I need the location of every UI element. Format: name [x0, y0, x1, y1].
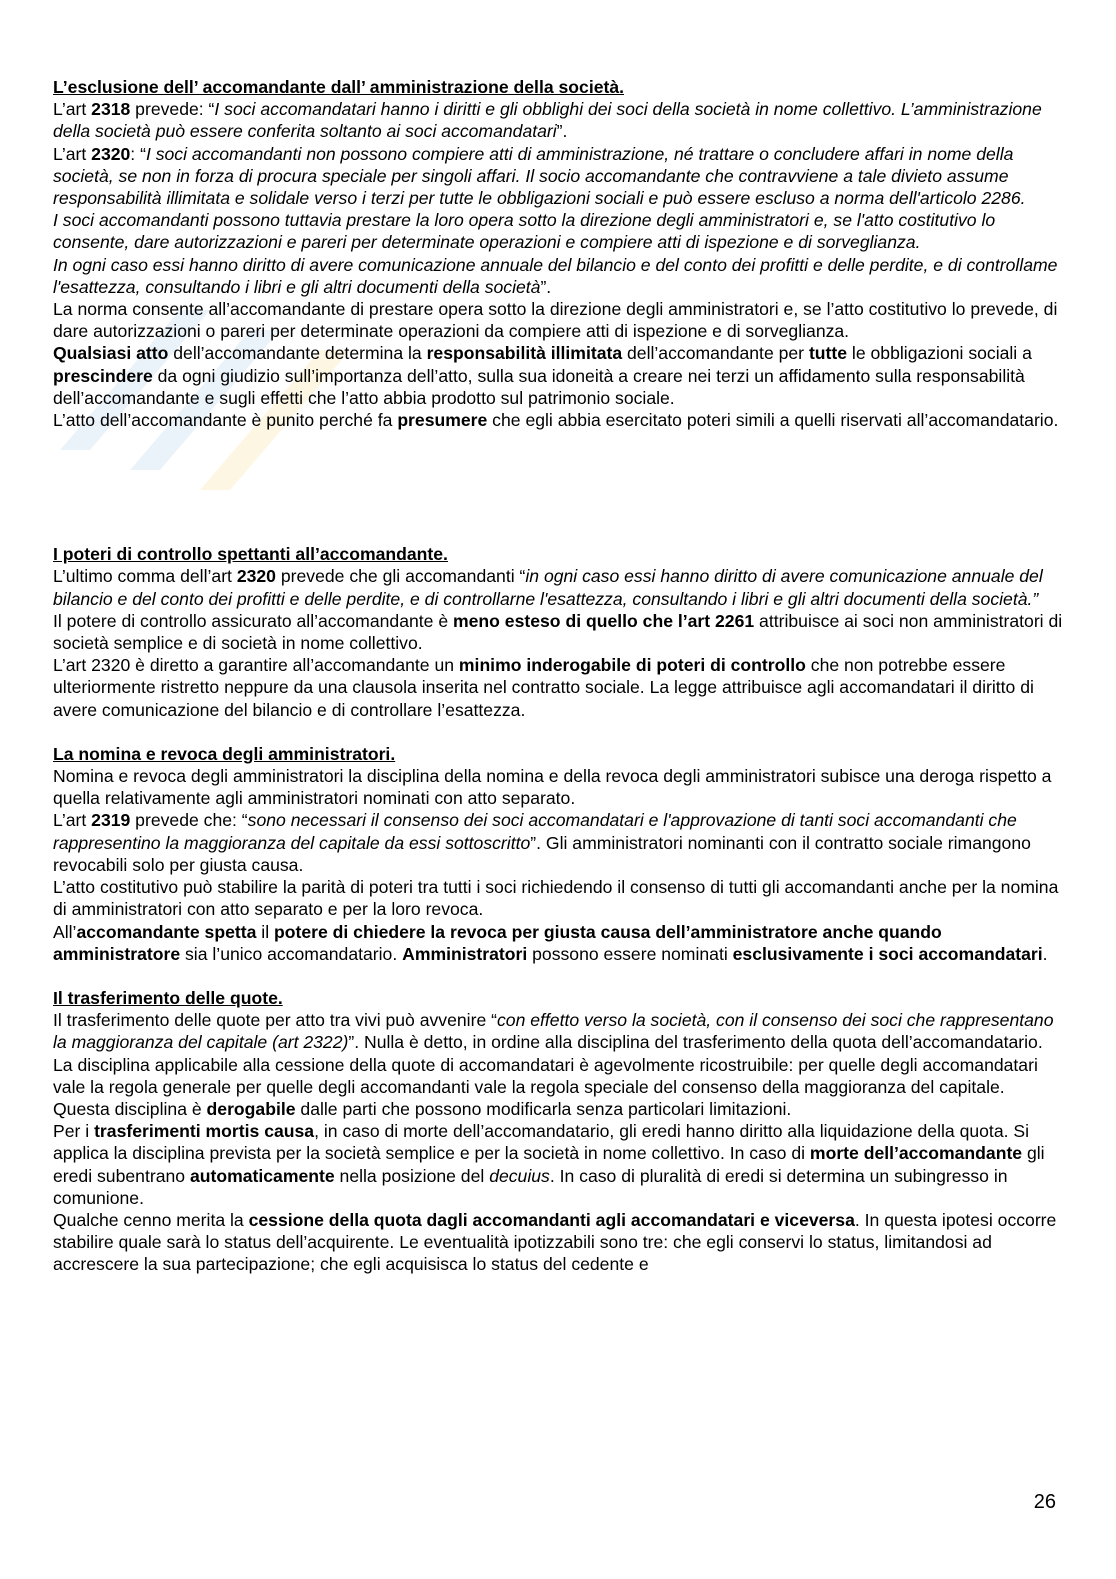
paragraph: Per i trasferimenti mortis causa, in caso di morte dell’accomandatario, gli eredi hanno diritto alla liquidazione della quota. Si applica la disciplina prevista per la società semplice e per la società in nome collettivo. In caso di morte dell’accomandante gli eredi subentrano automaticamente nella posizione del decuius. In caso di pluralità di eredi si determina un subingresso in comunione.: [53, 1121, 1045, 1208]
paragraph: Nomina e revoca degli amministratori la disciplina della nomina e della revoca degli amministratori subisce una deroga rispetto a quella relativamente agli amministratori nominati con atto separato.: [53, 766, 1052, 809]
paragraph: L’art 2320: “I soci accomandanti non possono compiere atti di amministrazione, né trattare o concludere affari in nome della società, se non in forza di procura speciale per singoli affari. Il socio accomandante che contravviene a tale divieto assume responsabilità illimitata e solidale verso i terzi per tutte le obbligazioni sociali e può essere escluso a norma dell'articolo 2286.: [53, 143, 1026, 209]
document-page: [53, 76, 1065, 1276]
paragraph: In ogni caso essi hanno diritto di avere comunicazione annuale del bilancio e del conto dei profitti e delle perdite, e di controllame l'esattezza, consultando i libri e gli altri documenti della società”.: [53, 254, 1058, 297]
paragraph: Qualsiasi atto dell’accomandante determina la responsabilità illimitata dell’accomandante per tutte le obbligazioni sociali a prescindere da ogni giudizio sull’importanza dell’atto, sulla sua idoneità a creare nei terzi un affidamento sulla responsabilità dell’accomandante e sugli effetti che l’atto abbia prodotto sul patrimonio sociale.: [53, 343, 1032, 408]
section-heading: Il trasferimento delle quote.: [53, 987, 283, 1008]
spacer: [53, 965, 1065, 987]
section-poteri-controllo: [53, 543, 1065, 721]
section-heading: I poteri di controllo spettanti all’accomandante.: [53, 544, 448, 565]
spacer: [53, 721, 1065, 743]
paragraph: L’art 2319 prevede che: “sono necessari il consenso dei soci accomandatari e l'approvazione di tanti soci accomandanti che rappresentino la maggioranza del capitale da essi sottoscritto”. Gli amministratori nominanti con il contratto sociale rimangono revocabili solo per giusta causa.: [53, 810, 1031, 875]
paragraph: All’accomandante spetta il potere di chiedere la revoca per giusta causa dell’amministratore anche quando amministratore sia l’unico accomandatario. Amministratori possono essere nominati esclusivamente i soci accomandatari.: [53, 921, 1048, 964]
paragraph: L’atto costitutivo può stabilire la parità di poteri tra tutti i soci richiedendo il consenso di tutti gli accomandanti anche per la nomina di amministratori con atto separato e per la loro revoca.: [53, 877, 1059, 920]
paragraph: I soci accomandanti possono tuttavia prestare la loro opera sotto la direzione degli amministratori e, se l'atto costitutivo lo consente, dare autorizzazioni e pareri per determinate operazioni e compiere atti di ispezione e di sorveglianza.: [53, 210, 996, 253]
paragraph: Qualche cenno merita la cessione della quota dagli accomandanti agli accomandatari e viceversa. In questa ipotesi occorre stabilire quale sarà lo status dell’acquirente. Le eventualità ipotizzabili sono tre: che egli conservi lo status, limitandosi ad accrescere la sua partecipazione; che egli acquisisca lo status del cedente e: [53, 1209, 1057, 1275]
section-esclusione: [53, 76, 1065, 431]
paragraph: L’art 2320 è diretto a garantire all’accomandante un minimo inderogabile di poteri di controllo che non potrebbe essere ulteriormente ristretto neppure da una clausola inserita nel contratto sociale. La legge attribuisce agli accomandatari il diritto di avere comunicazione del bilancio e di controllare l’esattezza.: [53, 655, 1034, 720]
paragraph: Il potere di controllo assicurato all’accomandante è meno esteso di quello che l’art 2261 attribuisce ai soci non amministratori di società semplice e di società in nome collettivo.: [53, 610, 1063, 654]
paragraph: La norma consente all’accomandante di prestare opera sotto la direzione degli amministratori e, se l’atto costitutivo lo prevede, di dare autorizzazioni o pareri per determinate operazioni da compiere atti di ispezione e di sorveglianza.: [53, 299, 1058, 342]
section-trasferimento-quote: [53, 987, 1065, 1276]
page-number: 26: [1033, 1491, 1056, 1513]
section-heading: La nomina e revoca degli amministratori.: [53, 743, 396, 764]
paragraph: L’atto dell’accomandante è punito perché fa presumere che egli abbia esercitato poteri simili a quelli riservati all’accomandatario.: [53, 410, 1059, 431]
spacer: [53, 431, 1065, 543]
paragraph: Il trasferimento delle quote per atto tra vivi può avvenire “con effetto verso la società, con il consenso dei soci che rappresentano la maggioranza del capitale (art 2322)”. Nulla è detto, in ordine alla disciplina del trasferimento della quota dell’accomandatario. La disciplina applicabile alla cessione della quote di accomandatari è agevolmente ricostruibile: per quelle degli accomandatari vale la regola generale per quelle degli accomandanti vale la regola speciale del consenso della maggioranza del capitale. Questa disciplina è derogabile dalle parti che possono modificarla senza particolari limitazioni.: [53, 1010, 1054, 1119]
section-nomina-revoca: [53, 743, 1065, 965]
paragraph: L’art 2318 prevede: “I soci accomandatari hanno i diritti e gli obblighi dei soci della società in nome collettivo. L’amministrazione della società può essere conferita soltanto ai soci accomandatari”.: [53, 99, 1042, 142]
section-heading: L’esclusione dell’ accomandante dall’ amministrazione della società.: [53, 77, 625, 97]
paragraph: L’ultimo comma dell’art 2320 prevede che gli accomandanti “in ogni caso essi hanno diritto di avere comunicazione annuale del bilancio e del conto dei profitti e delle perdite, e di controllarne l'esattezza, consultando i libri e gli altri documenti della società.”: [53, 566, 1043, 609]
